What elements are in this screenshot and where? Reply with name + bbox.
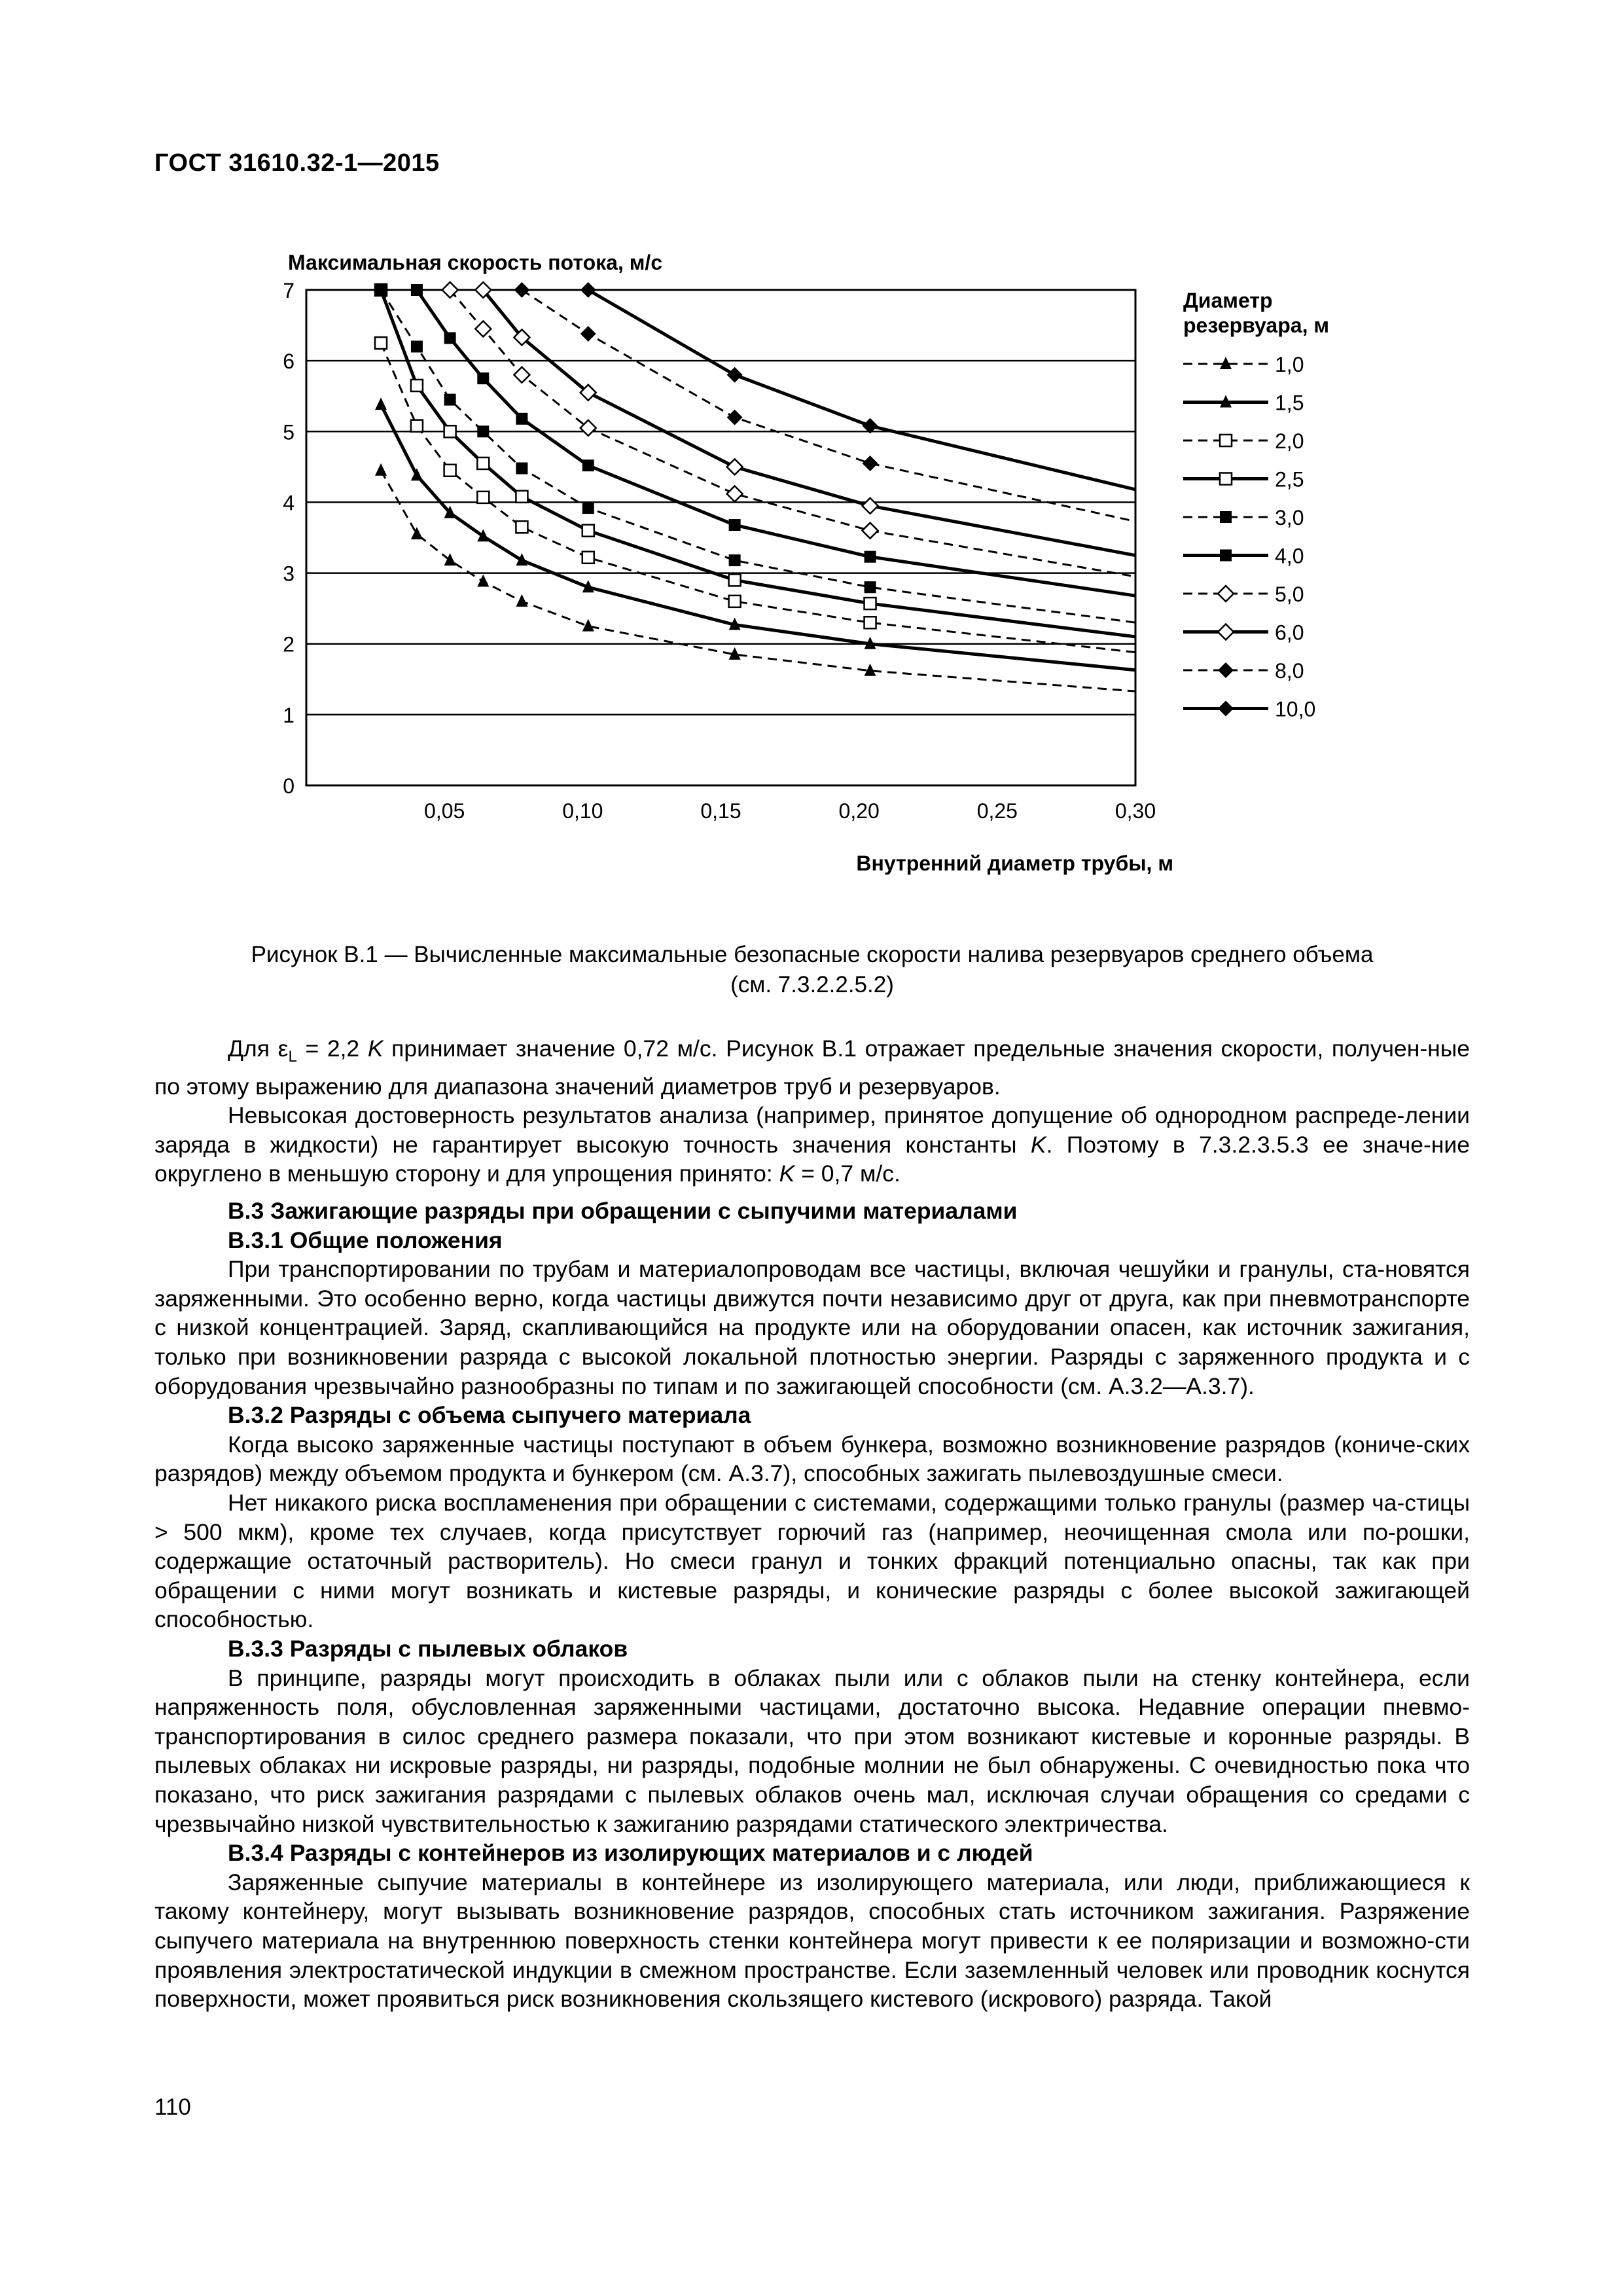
x-tick-label: 0,05	[424, 799, 465, 823]
legend-item	[1183, 545, 1304, 568]
data-point	[444, 332, 456, 344]
p1-part-a: Для ε	[228, 1035, 289, 1062]
figure-caption	[154, 940, 1470, 1000]
data-point	[514, 282, 529, 298]
data-point	[865, 581, 876, 593]
p1-part-c: принимает значение 0,72 м/с. Рисунок В.1 отражает предельные значения скорости, получен-ные по этому выражению для диапазона значений диаметров труб и резервуаров.	[154, 1035, 1471, 1100]
series-6-0	[475, 282, 1135, 556]
paragraph-7: Заряженные сыпучие материалы в контейнере из изолирующего материала, или люди, приближающиеся к такому контейнеру, могут вызывать возникновение разрядов, способных стать источником зажигания. Разряжение сыпучего материала на внутреннюю поверхность стенки контейнера могут привести к ее поляризации и возможно-сти проявления электростатической индукции в смежном пространстве. Если заземленный человек или проводник коснутся поверхности, может проявиться риск возникновения скользящего кистевого (искрового) разряда. Такой	[154, 1869, 1470, 2013]
legend-item	[1183, 583, 1304, 606]
data-point	[582, 502, 594, 514]
series-3-0	[375, 284, 1135, 622]
data-point	[865, 598, 876, 609]
body-text	[154, 1034, 1470, 2014]
series-line	[381, 404, 1135, 670]
data-point	[444, 465, 456, 476]
data-point	[729, 519, 741, 531]
legend-item	[1183, 621, 1304, 645]
x-tick-label: 0,20	[838, 799, 880, 823]
paragraph-2	[154, 1101, 1470, 1189]
data-point	[580, 282, 596, 298]
data-point	[729, 596, 741, 607]
y-tick-label: 6	[283, 350, 294, 374]
data-point	[477, 457, 489, 469]
data-point	[1220, 511, 1232, 523]
data-point	[375, 463, 387, 476]
data-point	[444, 425, 456, 437]
x-tick-label: 0,30	[1115, 799, 1156, 823]
data-point	[727, 486, 743, 501]
data-point	[477, 575, 489, 587]
data-point	[444, 394, 456, 406]
y-tick-label: 5	[283, 420, 294, 444]
data-point	[727, 459, 743, 475]
data-point	[580, 326, 596, 342]
data-point	[411, 341, 423, 353]
p2-constant-k: K	[1030, 1131, 1046, 1158]
data-point	[1218, 662, 1234, 678]
data-point	[477, 492, 489, 503]
page-number: 110	[154, 2094, 191, 2120]
data-point	[516, 521, 527, 533]
data-point	[375, 397, 387, 410]
legend-label: 5,0	[1275, 583, 1304, 606]
data-point	[514, 367, 529, 383]
data-point	[582, 552, 594, 564]
y-tick-label: 2	[283, 632, 294, 656]
legend-label: 8,0	[1275, 659, 1304, 683]
legend-label: 6,0	[1275, 620, 1304, 645]
p1-subscript: L	[288, 1048, 297, 1066]
data-point	[477, 372, 489, 384]
legend-label: 1,0	[1275, 353, 1304, 376]
data-point	[375, 337, 387, 349]
caption-line-2: (см. 7.3.2.2.5.2)	[730, 972, 894, 997]
data-point	[1220, 435, 1232, 446]
data-point	[729, 554, 741, 566]
data-point	[582, 525, 594, 537]
data-point	[516, 413, 527, 425]
chart-container	[0, 0, 1623, 920]
x-tick-label: 0,15	[700, 799, 741, 823]
section-heading-b3: В.3 Зажигающие разряды при обращении с сыпучими материалами	[228, 1198, 1018, 1225]
data-point	[1218, 624, 1234, 640]
plot-frame	[306, 290, 1135, 785]
data-point	[375, 284, 387, 296]
p2-part-c: = 0,7 м/с.	[794, 1160, 901, 1187]
data-point	[1218, 701, 1234, 717]
legend-title-line2: резервуара, м	[1183, 314, 1330, 337]
data-point	[1220, 550, 1232, 562]
velocity-chart	[0, 0, 1623, 916]
section-heading-b33: В.3.3 Разряды с пылевых облаков	[228, 1635, 628, 1662]
data-point	[1220, 473, 1232, 485]
legend-item	[1183, 698, 1315, 721]
data-point	[865, 617, 876, 628]
legend-item	[1183, 659, 1304, 683]
x-tick-label: 0,25	[976, 799, 1018, 823]
data-point	[865, 551, 876, 563]
data-point	[477, 425, 489, 437]
data-point	[516, 463, 527, 475]
legend-label: 2,5	[1275, 467, 1304, 492]
caption-line-1: Рисунок В.1 — Вычисленные максимальные безопасные скорости налива резервуаров среднего объема	[251, 942, 1374, 967]
p2-constant-k2: K	[779, 1160, 795, 1187]
p1-constant-k: K	[367, 1035, 383, 1062]
legend-item	[1183, 391, 1304, 415]
legend-item	[1183, 429, 1304, 453]
paragraph-3: При транспортировании по трубам и материалопроводам все частицы, включая чешуйки и гранулы, ста-новятся заряженными. Это особенно верно, когда частицы движутся почти независимо друг от друга, как при пневмотранспорте с низкой концентрацией. Заряд, скапливающийся на продукте или на оборудовании опасен, как источник зажигания, только при возникновении разряда с высокой локальной плотностью энергии. Разряды с заряженного продукта и с оборудования чрезвычайно разнообразны по типам и по зажигающей способности (см. А.3.2—А.3.7).	[154, 1256, 1470, 1399]
data-point	[729, 574, 741, 586]
section-heading-b31: В.3.1 Общие положения	[228, 1227, 503, 1253]
legend-label: 2,0	[1275, 429, 1304, 453]
legend-label: 3,0	[1275, 506, 1304, 529]
y-tick-label: 0	[283, 774, 294, 798]
data-point	[516, 594, 527, 607]
p2-part-a: Невысокая достоверность результатов анализа (например, принятое допущение об однородном распреде-лении заряда в жидкости) не гарантирует высокую точность значения константы	[154, 1102, 1470, 1158]
data-point	[411, 380, 423, 391]
data-point	[863, 498, 878, 514]
legend-item	[1183, 353, 1304, 376]
document-code-header: ГОСТ 31610.32-1—2015	[154, 149, 440, 177]
legend-item	[1183, 468, 1304, 492]
section-heading-b34: В.3.4 Разряды с контейнеров из изолирующих материалов и с людей	[228, 1840, 1033, 1867]
x-axis-label: Внутренний диаметр трубы, м	[856, 852, 1173, 875]
legend-label: 10,0	[1275, 697, 1316, 721]
legend-label: 1,5	[1275, 391, 1304, 415]
data-point	[411, 420, 423, 432]
series-5-0	[442, 282, 1135, 577]
y-axis-label: Максимальная скорость потока, м/с	[288, 251, 663, 274]
data-point	[727, 410, 743, 425]
data-point	[863, 523, 878, 539]
p1-part-b: = 2,2	[296, 1035, 368, 1062]
y-tick-label: 7	[283, 279, 294, 302]
data-point	[1218, 586, 1234, 601]
data-point	[475, 321, 491, 336]
data-point	[411, 284, 423, 296]
data-point	[444, 553, 456, 565]
paragraph-4: Когда высоко заряженные частицы поступают в объем бункера, возможно возникновение разрядов (кониче-ских разрядов) между объемом продукта и бункером (см. А.3.7), способных зажигать пылевоздушные смеси.	[154, 1431, 1470, 1487]
y-tick-label: 3	[283, 562, 294, 586]
data-point	[863, 456, 878, 471]
legend-title-line1: Диаметр	[1183, 289, 1273, 312]
section-heading-b32: В.3.2 Разряды с объема сыпучего материала	[228, 1402, 751, 1429]
paragraph-5: Нет никакого риска воспламенения при обращении с системами, содержащими только гранулы (размер ча-стицы > 500 мкм), кроме тех случаев, когда присутствует горючий газ (например, неочищенная смола или по-рошки, содержащие остаточный растворитель). Но смеси гранул и тонких фракций потенциально опасны, так как при обращении с ними могут возникать и кистевые разряды, и конические разряды с более высокой зажигающей способностью.	[154, 1490, 1470, 1633]
p2-part-b: . Поэтому в 7.3.2.3.5.3 ее значе-ние округлено в меньшую сторону и для упрощения принято:	[154, 1131, 1471, 1187]
paragraph-1	[154, 1034, 1470, 1101]
y-tick-label: 4	[283, 491, 294, 515]
data-point	[516, 491, 527, 503]
x-tick-label: 0,10	[562, 799, 603, 823]
data-point	[727, 367, 743, 383]
data-point	[582, 459, 594, 471]
paragraph-6: В принципе, разряды могут происходить в облаках пыли или с облаков пыли на стенку контейнера, если напряженность поля, обусловленная заряженными частицами, достаточно высока. Недавние операции пневмо-транспортирования в силос среднего размера показали, что при этом возникают кистевые и коронные разряды. В пылевых облаках ни искровые разряды, ни разряды, подобные молнии не был обнаружены. С очевидностью пока что показано, что риск зажигания разрядами с пылевых облаков очень мал, исключая случаи обращения со средами с чрезвычайно низкой чувствительностью к зажиганию разрядами статического электричества.	[154, 1664, 1470, 1837]
legend-item	[1183, 506, 1304, 529]
y-tick-label: 1	[283, 703, 294, 727]
legend-label: 4,0	[1275, 544, 1304, 568]
series-line	[450, 290, 1135, 577]
